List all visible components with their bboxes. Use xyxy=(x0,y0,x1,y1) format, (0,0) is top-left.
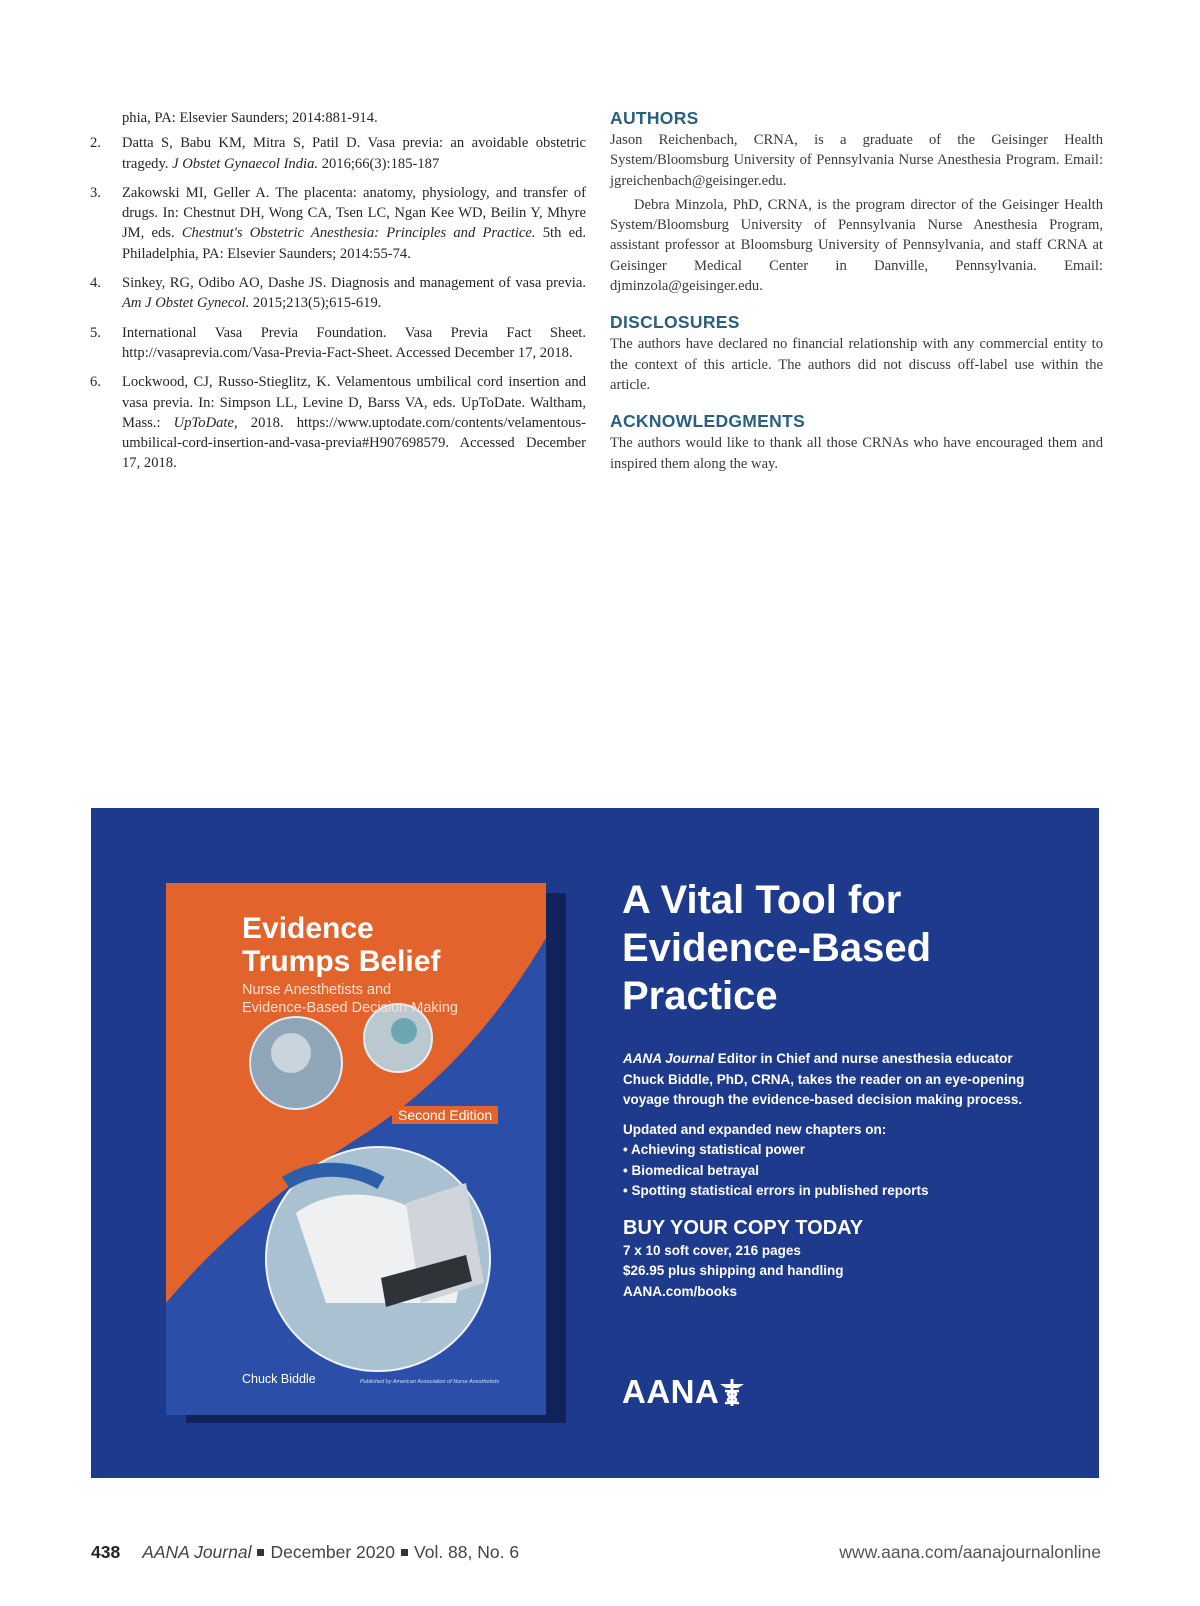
ad-buy-specs: 7 x 10 soft cover, 216 pages xyxy=(623,1242,801,1258)
author-bio-2: Debra Minzola, PhD, CRNA, is the program director of the Geisinger Health System/Bloomsburg University of Pennsylvania Nurse Anesthesia Program, assistant professor at Bloomsburg University of Pennsylvania, and staff CRNA at Geisinger Medical Center in Danville, Pennsylvania. Email: djminzola@geisinger.edu. xyxy=(610,196,1103,295)
reference-number: 4. xyxy=(90,275,101,292)
book-title: Evidence Trumps Belief xyxy=(242,912,441,978)
footer-issue-date: December 2020 xyxy=(270,1542,395,1562)
reference-number: 2. xyxy=(90,135,101,152)
footer-journal: AANA Journal xyxy=(142,1542,252,1562)
ad-chapter-item: • Biomedical betrayal xyxy=(623,1162,760,1178)
ad-buy-heading: BUY YOUR COPY TODAY xyxy=(623,1216,864,1239)
acknowledgments-heading: ACKNOWLEDGMENTS xyxy=(610,411,806,432)
reference-2: 2. Datta S, Babu KM, Mitra S, Patil D. Vasa previa: an avoidable obstetric tragedy. J Obstet Gynaecol India. 2016;66(3):185-187 xyxy=(90,135,586,172)
ad-chapters-heading: Updated and expanded new chapters on: xyxy=(623,1121,887,1137)
book-subtitle: Nurse Anesthetists and Evidence-Based Decision Making xyxy=(242,982,458,1016)
book-cover xyxy=(166,883,546,1415)
reference-number: 6. xyxy=(90,374,101,391)
reference-5 xyxy=(90,323,586,364)
footer-volume: Vol. 88, No. 6 xyxy=(414,1542,520,1562)
disclosures-section xyxy=(610,312,1103,395)
reference-link-text[interactable]: International Vasa Previa Foundation. Vasa Previa Fact Sheet. http://vasaprevia.com/Vasa-Previa-Fact-Sheet. Accessed December 17, 2018. xyxy=(122,324,586,361)
reference-1-continuation: phia, PA: Elsevier Saunders; 2014:881-914. xyxy=(122,110,378,126)
acknowledgments-section xyxy=(610,411,1103,474)
book-publisher: Published by American Association of Nurse Anesthetists xyxy=(360,1379,500,1385)
references-list xyxy=(90,108,586,483)
separator-square xyxy=(401,1549,408,1556)
article-backmatter xyxy=(610,108,1103,490)
caduceus-icon xyxy=(717,1377,747,1407)
authors-section xyxy=(610,108,1103,296)
author-bio-1: Jason Reichenbach, CRNA, is a graduate of the Geisinger Health System/Bloomsburg University of Pennsylvania Nurse Anesthesia Program. Email: jgreichenbach@geisinger.edu. xyxy=(610,132,1103,189)
ad-copy xyxy=(623,1049,1053,1302)
ad-buy-link[interactable]: AANA.com/books xyxy=(623,1283,738,1299)
ad-buy-price: $26.95 plus shipping and handling xyxy=(623,1263,844,1278)
book-edition-label: Second Edition xyxy=(392,1106,498,1124)
footer-url[interactable]: www.aana.com/aanajournalonline xyxy=(839,1542,1101,1562)
reference-number: 5. xyxy=(90,324,101,341)
ad-chapter-item: • Achieving statistical power xyxy=(623,1142,806,1157)
book-author: Chuck Biddle xyxy=(242,1372,316,1386)
ad-headline: A Vital Tool for Evidence-Based Practice xyxy=(622,878,932,1018)
aana-logo: AANA xyxy=(622,1374,747,1410)
disclosures-text: The authors have declared no financial relationship with any commercial entity to the context of this article. The authors did not discuss off-label use within the article. xyxy=(610,336,1103,393)
reference-4: 4. Sinkey, RG, Odibo AO, Dashe JS. Diagnosis and management of vasa previa. Am J Obstet Gynecol. 2015;213(5);615-619. xyxy=(90,275,586,312)
authors-heading: AUTHORS xyxy=(610,108,699,128)
disclosures-heading: DISCLOSURES xyxy=(610,312,740,333)
ad-intro: AANA Journal Editor in Chief and nurse anesthesia educator Chuck Biddle, PhD, CRNA, takes the reader on an eye-opening voyage through the evidence-based decision making process. xyxy=(623,1051,1025,1107)
page-number: 438 xyxy=(91,1542,121,1562)
ad-chapter-item: • Spotting statistical errors in published reports xyxy=(623,1183,929,1198)
reference-6: 6. Lockwood, CJ, Russo-Stieglitz, K. Velamentous umbilical cord insertion and vasa previa. In: Simpson LL, Levine D, Barss VA, eds. UpToDate. Waltham, Mass.: UpToDate, 2018. https://www.uptodate.com/contents/velamentous-umbilical-cord-insertion-and-vasa-previa#H907698579. Accessed December 17, 2018. xyxy=(90,374,586,472)
reference-number: 3. xyxy=(90,184,101,201)
separator-square xyxy=(257,1549,264,1556)
reference-3: 3. Zakowski MI, Geller A. The placenta: anatomy, physiology, and transfer of drugs. In: Chestnut DH, Wong CA, Tsen LC, Ngan Kee WD, Beilin Y, Mhyre JM, eds. Chestnut's Obstetric Anesthesia: Principles and Practice. 5th ed. Philadelphia, PA: Elsevier Saunders; 2014:55-74. xyxy=(90,184,587,262)
page-footer xyxy=(91,1542,1101,1563)
acknowledgments-text: The authors would like to thank all those CRNAs who have encouraged them and inspired them along the way. xyxy=(610,435,1103,472)
